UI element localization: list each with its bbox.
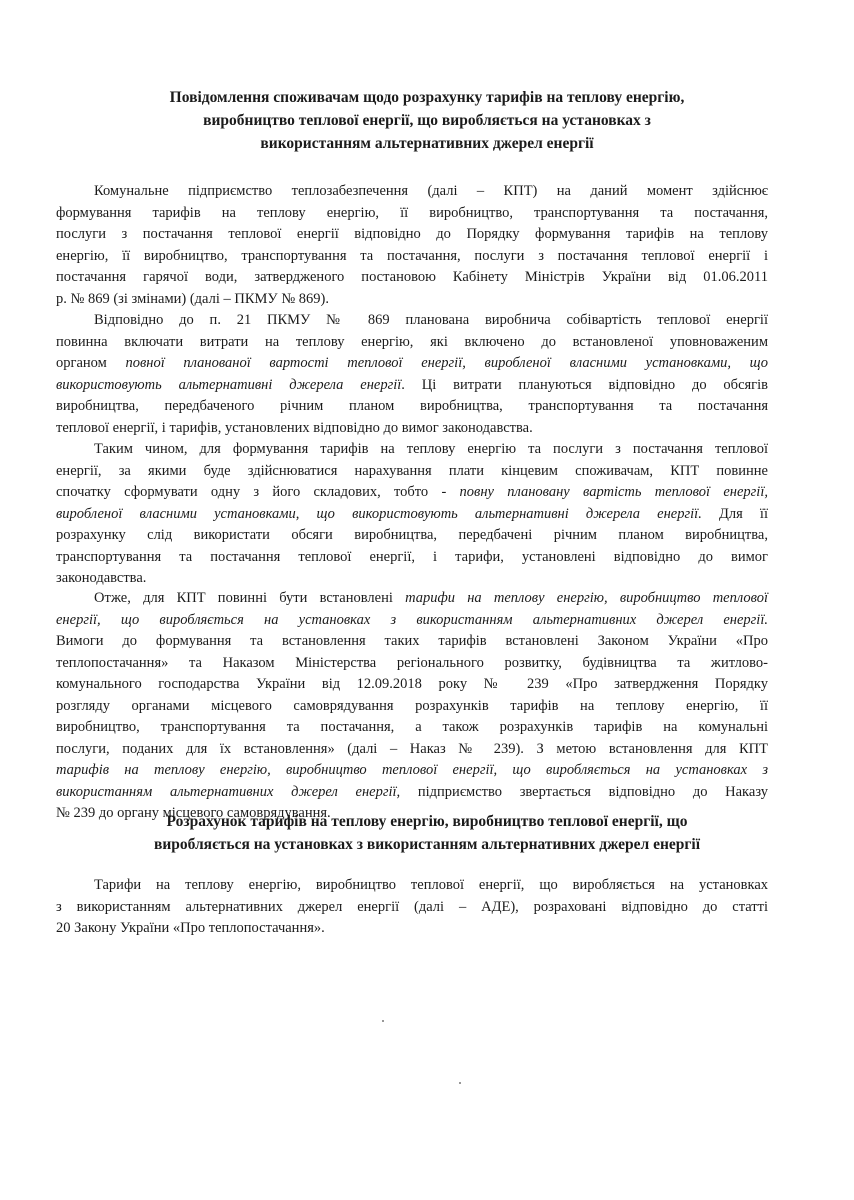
paragraph-line: енергії, за якими буде здійснюватися нарахування плати кінцевим споживачам, КПТ повинне bbox=[56, 462, 768, 479]
paragraph-line bbox=[56, 353, 768, 375]
paragraph-line: виробництва, передбаченого річним планом виробництва, транспортування та постачання bbox=[56, 398, 768, 414]
paragraph-cost bbox=[56, 310, 768, 439]
paragraph-line: теплопостачання» та Наказом Міністерства регіонального розвитку, будівництва та житлово- bbox=[56, 654, 768, 671]
heading-line: Розрахунок тарифів на теплову енергію, виробництво теплової енергії, що bbox=[166, 813, 688, 830]
paragraph-line: постачання гарячої води, затвердженого постановою Кабінету Міністрів України від 01.06.2011 bbox=[56, 269, 768, 285]
paragraph-line: теплової енергії, і тарифів, установлених відповідно до вимог законодавства. bbox=[56, 419, 533, 436]
italic-text-run: виробленої власними установками, що використовують альтернативні джерела енергії. bbox=[56, 505, 702, 522]
paragraph-line: Комунальне підприємство теплозабезпечення (далі – КПТ) на даний момент здійснює bbox=[94, 183, 768, 199]
section-heading bbox=[60, 810, 794, 856]
paragraph-line: розгляду органами місцевого самоврядування розрахунків тарифів на теплову енергію, її bbox=[56, 697, 768, 714]
italic-text-run: повну плановану вартість теплової енергії, bbox=[459, 484, 768, 500]
paragraph-line bbox=[56, 782, 768, 804]
paragraph-line: транспортування та постачання теплової енергії, і тарифи, установлені відповідно до вимог bbox=[56, 548, 768, 565]
paragraph-line: № 239 до органу місцевого самоврядування. bbox=[56, 805, 331, 821]
paragraph-calculation bbox=[56, 875, 768, 940]
paragraph-line: послуги з постачання теплової енергії відповідно до Порядку формування тарифів на теплову bbox=[56, 226, 768, 242]
italic-text-run: тарифи на теплову енергію, виробництво теплової bbox=[405, 590, 768, 606]
document-title bbox=[60, 86, 794, 155]
paragraph-line: р. № 869 (зі змінами) (далі – ПКМУ № 869). bbox=[56, 290, 329, 307]
paragraph-line bbox=[56, 482, 768, 504]
paragraph-line: повинна включати витрати на теплову енергію, які включено до встановленої уповноваженим bbox=[56, 333, 768, 350]
text-run: . Ці витрати плануються відповідно до обсягів bbox=[401, 376, 768, 393]
heading-line: виробляється на установках з використанням альтернативних джерел енергії bbox=[153, 836, 701, 853]
paragraph-line: Таким чином, для формування тарифів на теплову енергію та послуги з постачання теплової bbox=[94, 441, 768, 457]
paragraph-line bbox=[56, 375, 768, 397]
scan-speck bbox=[382, 1020, 384, 1022]
title-line: використанням альтернативних джерел енергії bbox=[260, 135, 594, 152]
paragraph-line: комунального господарства України від 12.09.2018 року № 239 «Про затвердження Порядку bbox=[56, 676, 768, 692]
title-line: виробництво теплової енергії, що виробляється на установках з bbox=[203, 112, 651, 129]
paragraph-intro bbox=[56, 181, 768, 310]
text-run: підприємство звертається відповідно до Наказу bbox=[400, 783, 768, 800]
scan-speck bbox=[459, 1082, 461, 1084]
paragraph-line: енергію, її виробництво, транспортування та постачання, послуги з постачання теплової енергії і bbox=[56, 247, 768, 264]
title-line: Повідомлення споживачам щодо розрахунку тарифів на теплову енергію, bbox=[169, 89, 685, 106]
paragraph-line: 20 Закону України «Про теплопостачання». bbox=[56, 920, 325, 936]
paragraph-line bbox=[56, 760, 768, 782]
paragraph-line: послуги, поданих для їх встановлення» (далі – Наказ № 239). З метою встановлення для КПТ bbox=[56, 740, 768, 757]
paragraph-line: Відповідно до п. 21 ПКМУ № 869 планована виробнича собівартість теплової енергії bbox=[94, 312, 768, 328]
paragraph-approach bbox=[56, 439, 768, 590]
paragraph-line bbox=[56, 588, 768, 610]
paragraph-line: формування тарифів на теплову енергію, її виробництво, транспортування та постачання, bbox=[56, 204, 768, 221]
text-run: спочатку сформувати одну з його складових, тобто - bbox=[56, 484, 460, 500]
paragraph-line: з використанням альтернативних джерел енергії (далі – АДЕ), розраховані відповідно до статті bbox=[56, 898, 768, 915]
paragraph-line: законодавства. bbox=[56, 570, 147, 586]
text-run: Отже, для КПТ повинні бути встановлені bbox=[94, 590, 406, 606]
italic-text-run: енергії, що виробляється на установках з використанням альтернативних джерел енергії. bbox=[56, 611, 768, 628]
paragraph-line: виробництво, транспортування та постачання, а також розрахунків тарифів на комунальні bbox=[56, 719, 768, 735]
text-run: Для її bbox=[701, 505, 768, 522]
paragraph-line: розрахунку слід використати обсяги виробництва, передбачені річним планом виробництва, bbox=[56, 527, 768, 543]
paragraph-line: Вимоги до формування та встановлення таких тарифів встановлені Законом України «Про bbox=[56, 633, 768, 649]
paragraph-line: Тарифи на теплову енергію, виробництво теплової енергії, що виробляється на установках bbox=[94, 877, 768, 893]
italic-text-run: тарифів на теплову енергію, виробництво теплової енергії, що виробляється на установках з bbox=[56, 762, 768, 778]
paragraph-regulation bbox=[56, 588, 768, 825]
italic-text-run: використовують альтернативні джерела енергії bbox=[56, 376, 402, 393]
italic-text-run: використанням альтернативних джерел енергії, bbox=[56, 783, 401, 800]
italic-text-run: повної планованої вартості теплової енергії, виробленої власними установками, що bbox=[125, 355, 769, 371]
paragraph-line bbox=[56, 610, 768, 632]
text-run: органом bbox=[56, 355, 126, 371]
paragraph-line bbox=[56, 504, 768, 526]
